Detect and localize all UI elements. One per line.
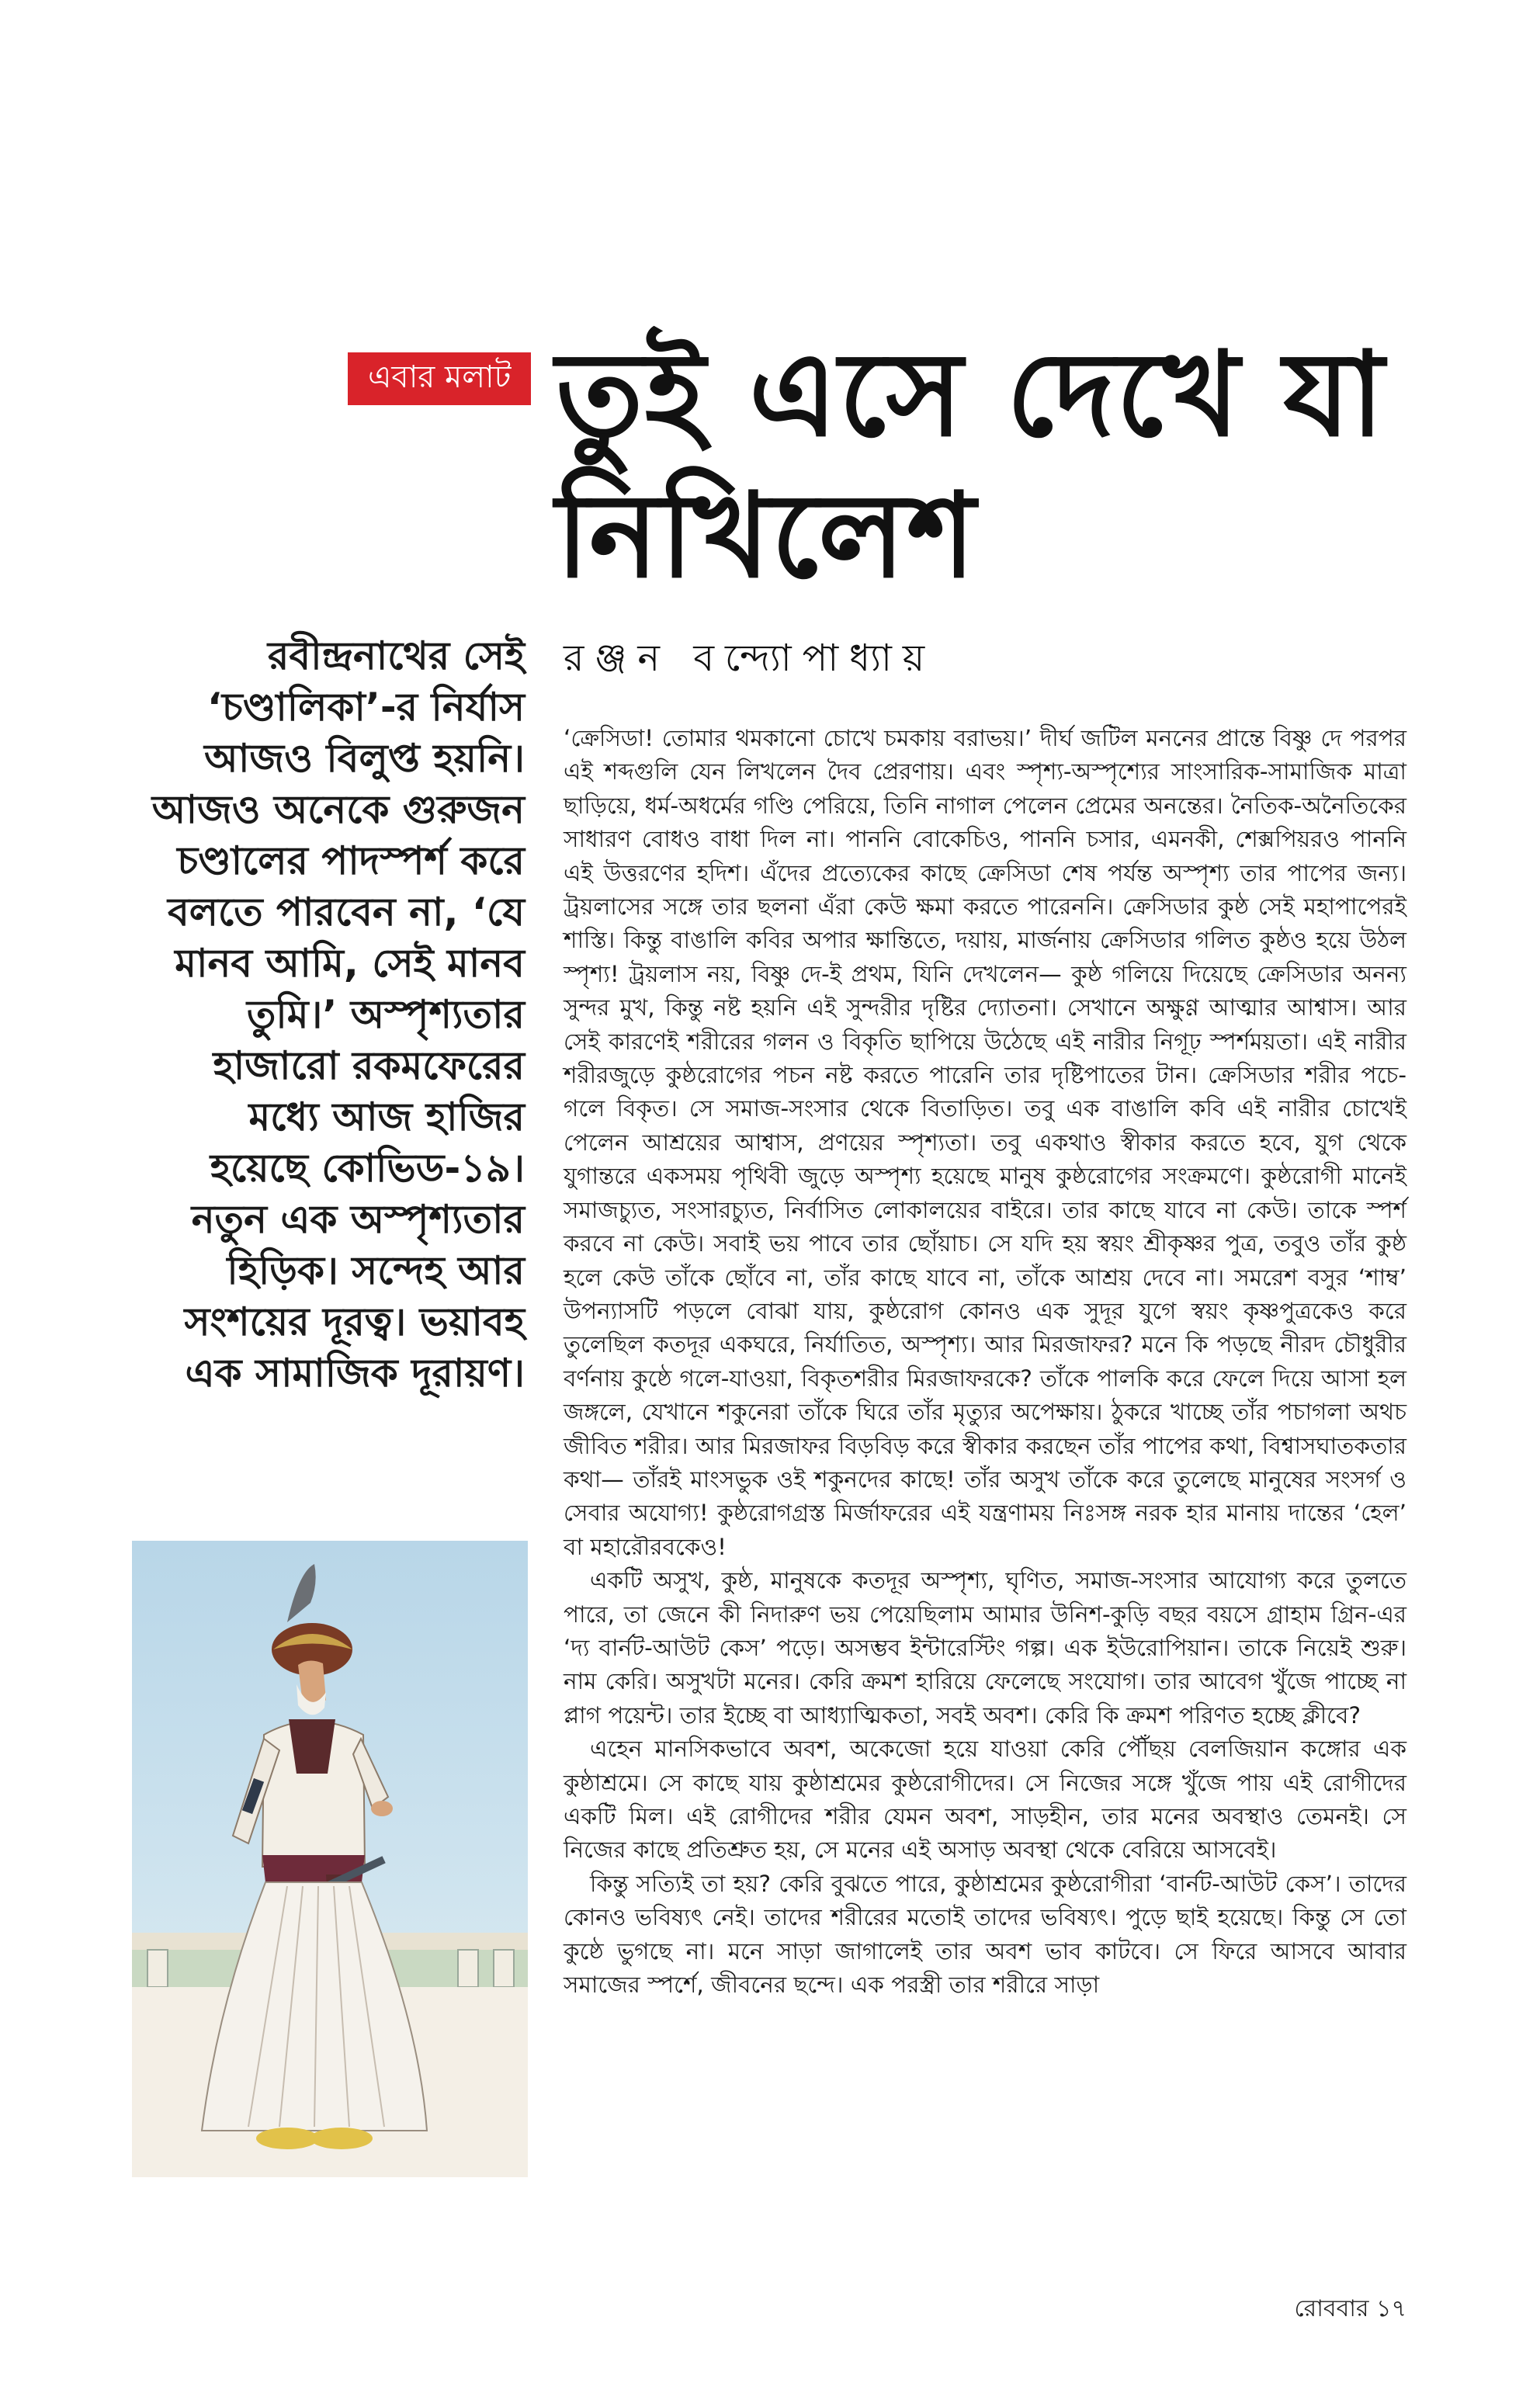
article-body — [564, 722, 1406, 2002]
paragraph: একটি অসুখ, কুষ্ঠ, মানুষকে কতদূর অস্পৃশ্য, ঘৃণিত, সমাজ-সংসার আযোগ্য করে তুলতে পারে, তা জেনে কী নিদারুণ ভয় পেয়েছিলাম আমার উনিশ-কুড়ি বছর বয়সে গ্রাহাম গ্রিন-এর ‘দ্য বার্নট-আউট কেস’ পড়ে। অসম্ভব ইন্টারেস্টিং গল্প। এক ইউরোপিয়ান। তাকে নিয়েই শুরু। নাম কেরি। অসুখটা মনের। কেরি ক্রমশ হারিয়ে ফেলেছে সংযোগ। তার আবেগ খুঁজে পাচ্ছে না প্লাগ পয়েন্ট। তার ইচ্ছে বা আধ্যাত্মিকতা, সবই অবশ। কেরি কি ক্রমশ পরিণত হচ্ছে ক্লীবে? — [564, 1567, 1406, 1729]
pullquote: রবীন্দ্রনাথের সেই ‘চণ্ডালিকা’-র নির্যাস আজও বিলুপ্ত হয়নি। আজও অনেকে গুরুজন চণ্ডালের পাদস্পর্শ করে বলতে পারবেন না, ‘যে মানব আমি, সেই মানব তুমি।’ অস্পৃশ্যতার হাজারো রকমফেরের মধ্যে আজ হাজির হয়েছে কোভিড-১৯। নতুন এক অস্পৃশ্যতার হিড়িক। সন্দেহ আর সংশয়ের দূরত্ব। ভয়াবহ এক সামাজিক দূরায়ণ। — [151, 633, 525, 1396]
paragraph: এহেন মানসিকভাবে অবশ, অকেজো হয়ে যাওয়া কেরি পৌঁছয় বেলজিয়ান কঙ্গোর এক কুষ্ঠাশ্রমে। সে কাছে যায় কুষ্ঠাশ্রমের কুষ্ঠরোগীদের। সে নিজের সঙ্গে খুঁজে পায় এই রোগীদের একটি মিল। এই রোগীদের শরীর যেমন অবশ, সাড়হীন, তার মনের অবস্থাও তেমনই। সে নিজের কাছে প্রতিশ্রুত হয়, সে মনের এই অসাড় অবস্থা থেকে বেরিয়ে আসবেই। — [564, 1736, 1406, 1864]
byline: রঞ্জন বন্দ্যোপাধ্যায় — [564, 636, 936, 680]
page-folio: রোববার ১৭ — [1294, 2295, 1406, 2322]
paragraph: কিন্তু সত্যিই তা হয়? কেরি বুঝতে পারে, কুষ্ঠাশ্রমের কুষ্ঠরোগীরা ‘বার্নট-আউট কেস’। তাদের কোনও ভবিষ্যৎ নেই। তাদের শরীরের মতোই তাদের ভবিষ্যৎ। পুড়ে ছাই হয়েছে। কিন্তু সে তো কুষ্ঠে ভুগছে না। মনে সাড়া জাগালেই তার অবশ ভাব কাটবে। সে ফিরে আসবে আবার সমাজের স্পর্শে, জীবনের ছন্দে। এক পরস্ত্রী তার শরীরে সাড়া — [564, 1870, 1406, 1999]
mughal-portrait-illustration — [132, 1541, 528, 2177]
section-tag: এবার মলাট — [348, 352, 531, 405]
paragraph: ‘ক্রেসিডা! তোমার থমকানো চোখে চমকায় বরাভয়।’ দীর্ঘ জটিল মননের প্রান্তে বিষ্ণু দে পরপর এই শব্দগুলি যেন লিখলেন দৈব প্রেরণায়। এবং স্পৃশ্য-অস্পৃশ্যের সাংসারিক-সামাজিক মাত্রা ছাড়িয়ে, ধর্ম-অধর্মের গণ্ডি পেরিয়ে, তিনি নাগাল পেলেন প্রেমের অনন্তের। নৈতিক-অনৈতিকের সাধারণ বোধও বাধা দিল না। পাননি বোকেচিও, পাননি চসার, এমনকী, শেক্সপিয়রও পাননি এই উত্তরণের হদিশ। এঁদের প্রত্যেকের কাছে ক্রেসিডা শেষ পর্যন্ত অস্পৃশ্য তার পাপের জন্য। ট্রয়লাসের সঙ্গে তার ছলনা এঁরা কেউ ক্ষমা করতে পারেননি। ক্রেসিডার কুষ্ঠ সেই মহাপাপেরই শাস্তি। কিন্তু বাঙালি কবির অপার ক্ষান্তিতে, দয়ায়, মার্জনায় ক্রেসিডার গলিত কুষ্ঠও হয়ে উঠল স্পৃশ্য! ট্রয়লাস নয়, বিষ্ণু দে-ই প্রথম, যিনি দেখলেন— কুষ্ঠ গলিয়ে দিয়েছে ক্রেসিডার অনন্য সুন্দর মুখ, কিন্তু নষ্ট হয়নি এই সুন্দরীর দৃষ্টির দ্যোতনা। সেখানে অক্ষুণ্ণ আত্মার আশ্বাস। আর সেই কারণেই শরীরের গলন ও বিকৃতি ছাপিয়ে উঠেছে এই নারীর নিগূঢ় স্পর্শময়তা। এই নারীর শরীরজুড়ে কুষ্ঠরোগের পচন নষ্ট করতে পারেনি তার দৃষ্টিপাতের টান। ক্রেসিডার শরীর পচে-গলে বিকৃত। সে সমাজ-সংসার থেকে বিতাড়িত। তবু এক বাঙালি কবি এই নারীর চোখেই পেলেন আশ্রয়ের আশ্বাস, প্রণয়ের স্পৃশ্যতা। তবু একথাও স্বীকার করতে হবে, যুগ থেকে যুগান্তরে একসময় পৃথিবী জুড়ে অস্পৃশ্য হয়েছে মানুষ কুষ্ঠরোগের সংক্রমণে। কুষ্ঠরোগী মানেই সমাজচ্যুত, সংসারচ্যুত, নির্বাসিত লোকালয়ের বাইরে। তার কাছে যাবে না কেউ। তাকে স্পর্শ করবে না কেউ। সবাই ভয় পাবে তার ছোঁয়াচ। সে যদি হয় স্বয়ং শ্রীকৃষ্ণর পুত্র, তবুও তাঁর কুষ্ঠ হলে কেউ তাঁকে ছোঁবে না, তাঁর কাছে যাবে না, তাঁকে আশ্রয় দেবে না। সমরেশ বসুর ‘শাম্ব’ উপন্যাসটি পড়লে বোঝা যায়, কুষ্ঠরোগ কোনও এক সুদূর যুগে স্বয়ং কৃষ্ণপুত্রকেও করে তুলেছিল কতদূর একঘরে, নির্যাতিত, অস্পৃশ্য। আর মিরজাফর? মনে কি পড়ছে নীরদ চৌধুরীর বর্ণনায় কুষ্ঠে গলে-যাওয়া, বিকৃতশরীর মিরজাফরকে? তাঁকে পালকি করে ফেলে দিয়ে আসা হল জঙ্গলে, যেখানে শকুনেরা তাঁকে ঘিরে তাঁর মৃত্যুর অপেক্ষায়। ঠুকরে খাচ্ছে তাঁর পচাগলা অথচ জীবিত শরীর। আর মিরজাফর বিড়বিড় করে স্বীকার করছেন তাঁর পাপের কথা, বিশ্বাসঘাতকতার কথা— তাঁরই মাংসভুক ওই শকুনদের কাছে! তাঁর অসুখ তাঁকে করে তুলেছে মানুষের সংসর্গ ও সেবার অযোগ্য! কুষ্ঠরোগগ্রস্ত মির্জাফরের এই যন্ত্রণাময় নিঃসঙ্গ নরক হার মানায় দান্তের ‘হেল’ বা মহারৌরবকেও! — [564, 725, 1406, 1560]
headline: তুই এসে দেখে যা নিখিলেশ — [556, 328, 1386, 604]
